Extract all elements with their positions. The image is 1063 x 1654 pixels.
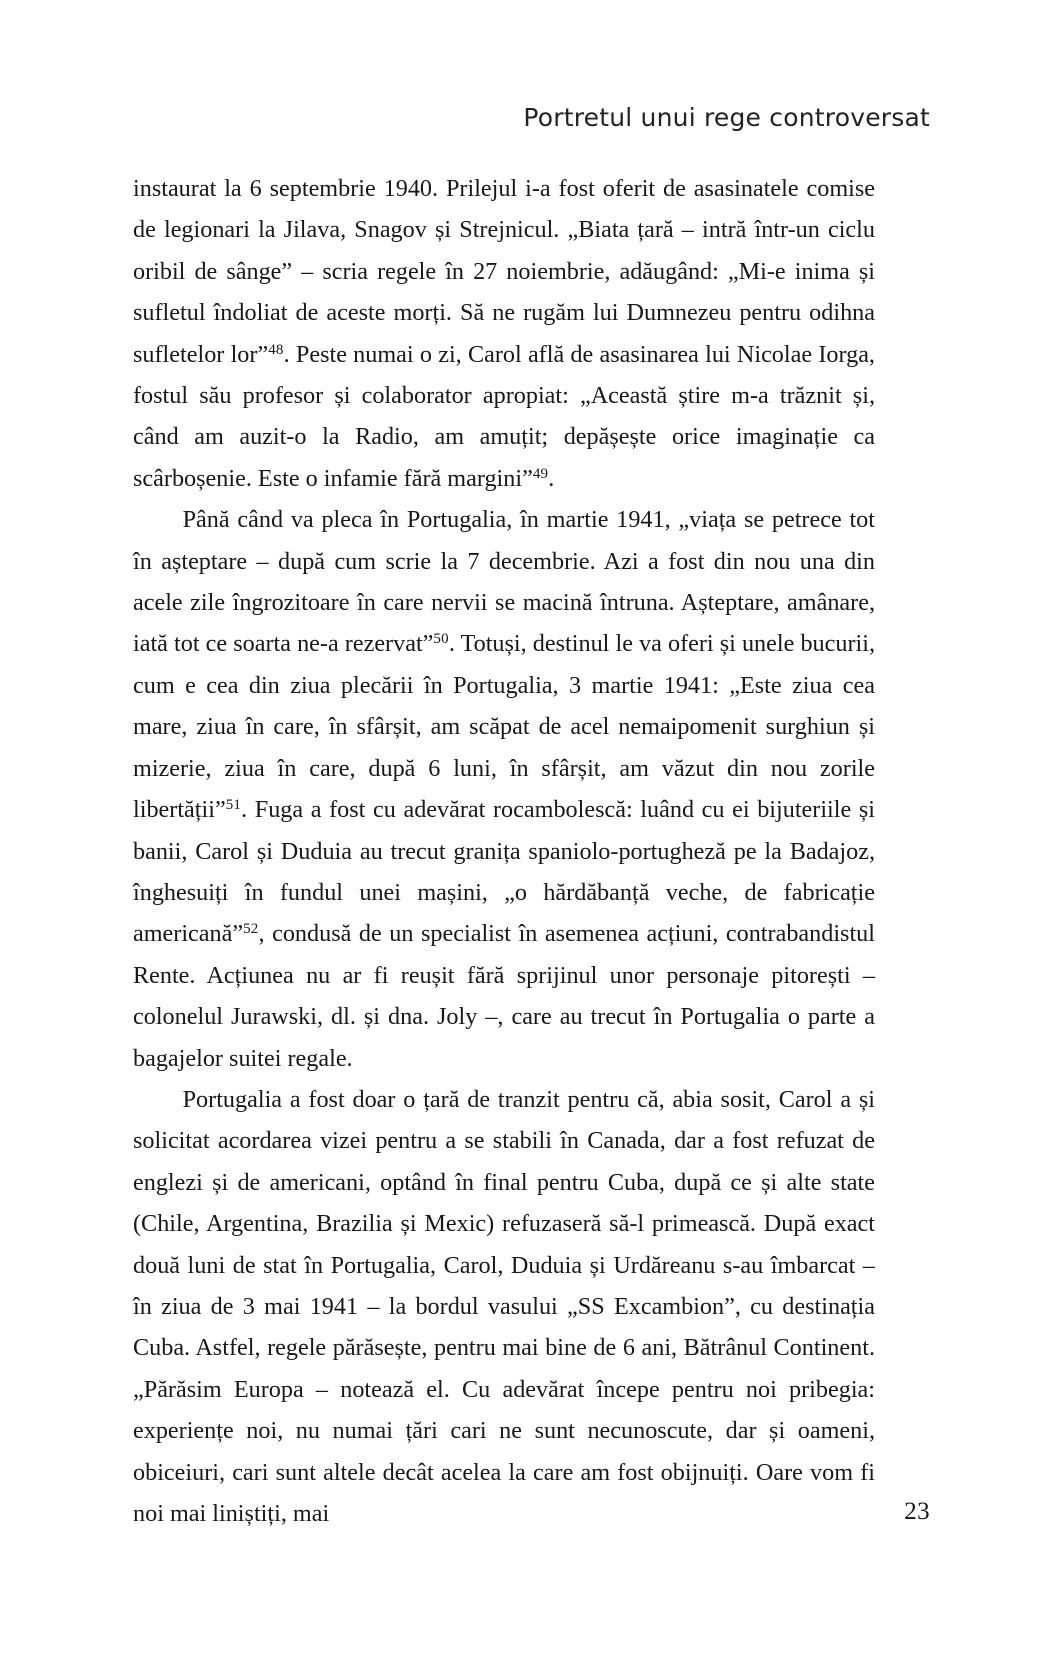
paragraph-2-text-a: Până când va pleca în Portugalia, în martie 1941, „viața se petrece tot în așteptare – după cum scrie la 7 decembrie. Azi a fost din nou una din acele zile îngrozitoare în care nervii se macină întruna. Așteptare, amânare, iată tot ce soarta ne-a rezervat” xyxy=(133,506,875,658)
footnote-ref-48[interactable]: 48 xyxy=(268,341,284,358)
paragraph-2-text-d: , condusă de un specialist în asemenea acțiuni, contrabandistul Rente. Acțiunea nu ar fi reușit fără sprijinul unor personaje pitorești – colonelul Jurawski, dl. și dna. Joly –, care au trecut în Portugalia o parte a bagajelor suitei regale. xyxy=(133,920,875,1072)
footnote-ref-50[interactable]: 50 xyxy=(433,631,449,648)
paragraph-1-text-c: . xyxy=(548,464,555,492)
paragraph-1-text-b: . Peste numai o zi, Carol află de asasinarea lui Nicolae Iorga, fostul său profesor și colaborator apropiat: „Această știre m-a trăznit și, când am auzit-o la Radio, am amuțit; depășește orice imaginație ca scârboșenie. Este o infamie fără margini” xyxy=(133,340,875,492)
paragraph-1-text-a: instaurat la 6 septembrie 1940. Prilejul i-a fost oferit de asasinatele comise de legionari la Jilava, Snagov și Strejnicul. „Biata țară – intră într-un ciclu oribil de sânge” – scria regele în 27 noiembrie, adăugând: „Mi-e inima și sufletul îndoliat de aceste morți. Să ne rugăm lui Dumnezeu pentru odihna sufletelor lor” xyxy=(133,175,875,368)
paragraph-2-text-c: . Fuga a fost cu adevărat rocambolescă: luând cu ei bijuteriile și banii, Carol și Duduia au trecut granița spaniolo-portugheză pe la Badajoz, înghesuiți în fundul unei mașini, „o hărdăbanță veche, de fabricație americană” xyxy=(133,796,875,948)
footnote-ref-52[interactable]: 52 xyxy=(243,921,259,938)
page-number: 23 xyxy=(904,1498,930,1525)
running-head: Portretul unui rege controversat xyxy=(523,103,930,132)
paragraph-2-text-b: . Totuși, destinul le va oferi și unele bucurii, cum e cea din ziua plecării în Portugalia, 3 martie 1941: „Este ziua cea mare, ziua în care, în sfârșit, am scăpat de acel nemaipomenit surghiun și mizerie, ziua în care, după 6 luni, în sfârșit, am văzut din nou zorile libertății” xyxy=(133,630,876,824)
paragraph-2 xyxy=(133,499,875,1079)
footnote-ref-49[interactable]: 49 xyxy=(532,466,549,483)
footnote-ref-51[interactable]: 51 xyxy=(225,797,242,814)
paragraph-3-text: Portugalia a fost doar o țară de tranzit pentru că, abia sosit, Carol a și solicitat acordarea vizei pentru a se stabili în Canada, dar a fost refuzat de englezi și de americani, optând în final pentru Cuba, după ce și alte state (Chile, Argentina, Brazilia și Mexic) refuzaseră să-l primească. După exact două luni de stat în Portugalia, Carol, Duduia și Urdăreanu s-au îmbarcat – în ziua de 3 mai 1941 – la bordul vasului „SS Excambion”, cu destinația Cuba. Astfel, regele părăsește, pentru mai bine de 6 ani, Bătrânul Continent. „Părăsim Europa – notează el. Cu adevărat începe pentru noi pribegia: experiențe noi, nu numai țări cari ne sunt necunoscute, dar și oameni, obiceiuri, cari sunt altele decât acelea la care am fost obijnuiți. Oare vom fi noi mai liniștiți, mai xyxy=(133,1085,875,1527)
paragraph-1 xyxy=(133,168,875,499)
body-text-block xyxy=(133,168,875,1534)
paragraph-3 xyxy=(133,1079,875,1534)
